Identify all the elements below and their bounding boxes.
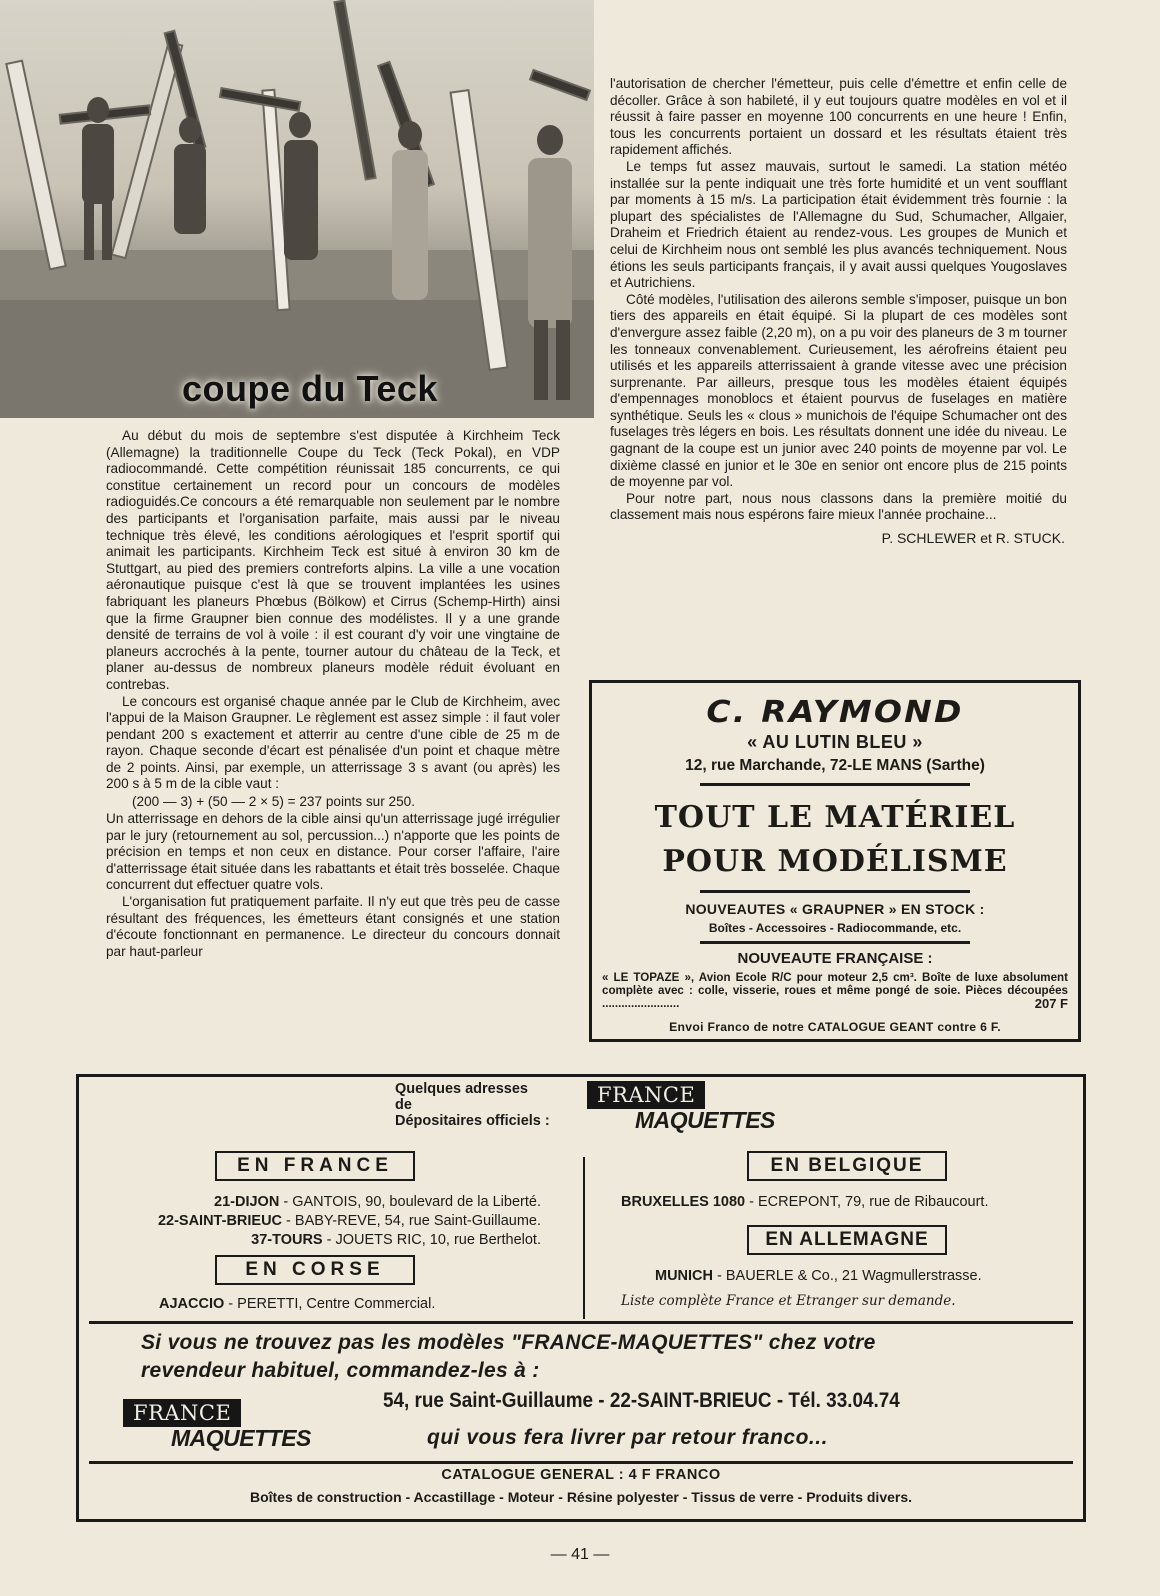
- article-paragraph: Le temps fut assez mauvais, surtout le samedi. La station météo installée sur la pente indiquait une très forte humidité et un vent soufflant par moments à 15 m/s. La participation était évidemment très fournie : la plupart des spécialistes de l'Allemagne du Sud, Schumacher, Allgaier, Draheim et Friedrich étaient au rendez-vous. Les groupes de Munich et celui de Kirchheim nous ont semblé les plus avancés techniquement. Nous étions les seuls participants français, il y avait aussi quelques Yougoslaves et Autrichiens.: [610, 158, 1067, 291]
- topaze-text: « LE TOPAZE », Avion Ecole R/C pour moteur 2,5 cm³. Boîte de luxe absolument complète avec : colle, visserie, roues et même pongé de soie. Pièces découpées ........................: [602, 971, 1068, 1010]
- scoring-formula: (200 — 3) + (50 — 2 × 5) = 237 points sur 250.: [132, 794, 415, 810]
- page-number: — 41 —: [550, 1546, 610, 1563]
- article-paragraph: Le concours est organisé chaque année par le Club de Kirchheim, avec l'appui de la Maison Graupner. Le règlement est assez simple : il faut voler pendant 200 s exactement et atterrir au centre d'une cible de 25 m de rayon. Chaque seconde d'écart est pénalisée d'un point et chaque mètre de 2 points. Ainsi, par exemple, un atterrissage 3 s avant (ou après) les 200 s à 5 m de la cible vaut :: [106, 693, 560, 792]
- article-paragraph: Au début du mois de septembre s'est disputée à Kirchheim Teck (Allemagne) la traditionnelle Coupe du Teck (Teck Pokal), en VDP radiocommandé. Cette compétition réunissait 185 concurrents, ce qui constitue certainement un record pour un concours de modèles radioguidés.Ce concours a été remarquable non seulement par le nombre des participants et l'organisation parfaite, mais aussi par le niveau technique très élevé, les conditions aérologiques et l'esprit sportif qui animait les participants. Kirchheim Teck est situé à environ 30 km de Stuttgart, au pied des premiers contreforts alpins. La ville a une vocation aéronautique puisque c'est là que se trouvent implantées les usines fabriquant les planeurs Phœbus (Bölkow) et Cirrus (Schemp-Hirth) ainsi que la firme Graupner bien connue des modélistes. Il y a une grande densité de terrains de vol à voile : il est courant d'y voir une vingtaine de planeurs accrochés à la pente, tourner autour du château de la Teck, et planer au-dessus de nombreux planeurs modèle réduit évoluant en contrebas.: [106, 428, 560, 692]
- en-belgique-label: EN BELGIQUE: [747, 1151, 947, 1181]
- ad-nouveautes: NOUVEAUTES « GRAUPNER » EN STOCK :: [685, 901, 985, 917]
- article-photo: [0, 0, 594, 418]
- article-signature: P. SCHLEWER et R. STUCK.: [881, 530, 1065, 547]
- ad-divider: [700, 941, 970, 944]
- column-divider: [583, 1157, 585, 1319]
- depositaires-title: Quelques adresses de Dépositaires officiels :: [395, 1081, 550, 1129]
- ad-shop-name: C. RAYMOND: [706, 695, 964, 730]
- ad-topaze-description: [602, 971, 1068, 1010]
- ad-shop-subtitle: « AU LUTIN BLEU »: [747, 732, 923, 752]
- section-divider: [89, 1321, 1073, 1324]
- en-corse-label: EN CORSE: [215, 1255, 415, 1285]
- article-paragraph: Pour notre part, nous nous classons dans la première moitié du classement mais nous espérons faire mieux l'année prochaine...: [610, 490, 1067, 523]
- address-line: AJACCIO - PERETTI, Centre Commercial.: [159, 1296, 436, 1312]
- france-address-list: [91, 1193, 541, 1250]
- address-line: BRUXELLES 1080 - ECREPONT, 79, rue de Ribaucourt.: [621, 1194, 989, 1210]
- article-paragraph: Côté modèles, l'utilisation des ailerons semble s'imposer, puisque un bon tiers des appareils en était équipé. Si la plupart de ces modèles sont d'envergure assez faible (2,20 m), on a pu voir des planeurs de 3 m tourner les tonneaux convenablement. Curieusement, les aérofreins étaient peu utilisés et les appareils atterrissaient à grande vitesse avec une précision surprenante. Par ailleurs, presque tous les modèles étaient équipés d'empennages monoblocs et étaient pourvus de fuselages en matière synthétique. Seuls les « clous » munichois de l'équipe Schumacher ont des fuselages très légers en bois. Les résultats donnent une idée du niveau. Le gagnant de la coupe est un junior avec 240 points de moyenne par vol. Le dixième classé en junior et le 30e en senior ont encore plus de 215 points de moyenne par vol.: [610, 291, 1067, 490]
- ad-nouveaute-francaise: NOUVEAUTE FRANÇAISE :: [737, 950, 933, 967]
- ad-catalogue-offer: Envoi Franco de notre CATALOGUE GEANT contre 6 F.: [669, 1020, 1001, 1034]
- ad-headline: POUR MODÉLISME: [662, 844, 1008, 879]
- address-line: 37-TOURS - JOUETS RIC, 10, rue Berthelot.: [251, 1232, 541, 1248]
- saint-brieuc-address: 54, rue Saint-Guillaume - 22-SAINT-BRIEUC - Tél. 33.04.74: [383, 1389, 900, 1412]
- glider-crowd-illustration: [0, 0, 594, 418]
- ad-divider: [700, 890, 970, 893]
- france-maquettes-logo: FRANCE MAQUETTES: [587, 1081, 775, 1134]
- en-allemagne-label: EN ALLEMAGNE: [747, 1225, 947, 1255]
- liste-complete-note: Liste complète France et Etranger sur demande.: [621, 1293, 956, 1309]
- address-line: MUNICH - BAUERLE & Co., 21 Wagmullerstrasse.: [655, 1268, 982, 1284]
- product-list: Boîtes de construction - Accastillage - Moteur - Résine polyester - Tissus de verre - Produits divers.: [249, 1489, 913, 1505]
- delivery-note: qui vous fera livrer par retour franco...: [427, 1426, 828, 1449]
- en-france-label: EN FRANCE: [215, 1151, 415, 1181]
- ad-headline: TOUT LE MATÉRIEL: [654, 800, 1016, 835]
- catalogue-general: CATALOGUE GENERAL : 4 F FRANCO: [441, 1467, 721, 1483]
- order-instructions: Si vous ne trouvez pas les modèles "FRANCE-MAQUETTES" chez votre revendeur habituel, commandez-les à :: [141, 1331, 876, 1382]
- ad-items: Boîtes - Accessoires - Radiocommande, etc.: [708, 921, 962, 935]
- article-paragraph: L'organisation fut pratiquement parfaite. Il n'y eut que très peu de casse résultant des fréquences, les émetteurs étant consignés et une station d'écoute fonctionnant en permanence. Le directeur du concours donnait par haut-parleur: [106, 894, 560, 959]
- article-title: coupe du Teck: [182, 368, 438, 409]
- article-left-column: [106, 428, 560, 960]
- address-line: 21-DIJON - GANTOIS, 90, boulevard de la Liberté.: [214, 1194, 541, 1210]
- france-maquettes-advertisement: [76, 1074, 1086, 1522]
- address-line: 22-SAINT-BRIEUC - BABY-REVE, 54, rue Saint-Guillaume.: [157, 1213, 541, 1229]
- article-paragraph: Un atterrissage en dehors de la cible ainsi qu'un atterrissage jugé irrégulier par le jury (retournement au sol, percussion...) n'apporte que les points de précision en temps et non ceux en distance. Pour corser l'affaire, l'aire d'atterrissage était située dans les rabattants et était très bosselée. Chaque concurrent dut effectuer quatre vols.: [106, 811, 560, 893]
- ad-shop-address: 12, rue Marchande, 72-LE MANS (Sarthe): [685, 757, 985, 774]
- topaze-price: 207 F: [1034, 996, 1068, 1011]
- raymond-advertisement: [589, 680, 1081, 1042]
- france-maquettes-logo: FRANCE MAQUETTES: [123, 1399, 311, 1452]
- section-divider: [89, 1461, 1073, 1464]
- ad-divider: [700, 783, 970, 786]
- article-paragraph: l'autorisation de chercher l'émetteur, puis celle d'émettre et enfin celle de décoller. Grâce à son habileté, il y eut toujours quatre modèles en vol et il réussit à faire passer en moyenne 100 concurrents en une heure ! Enfin, tous les concurrents portaient un dossard et les résultats étaient très rapidement affichés.: [610, 76, 1067, 158]
- article-right-column: [610, 76, 1067, 546]
